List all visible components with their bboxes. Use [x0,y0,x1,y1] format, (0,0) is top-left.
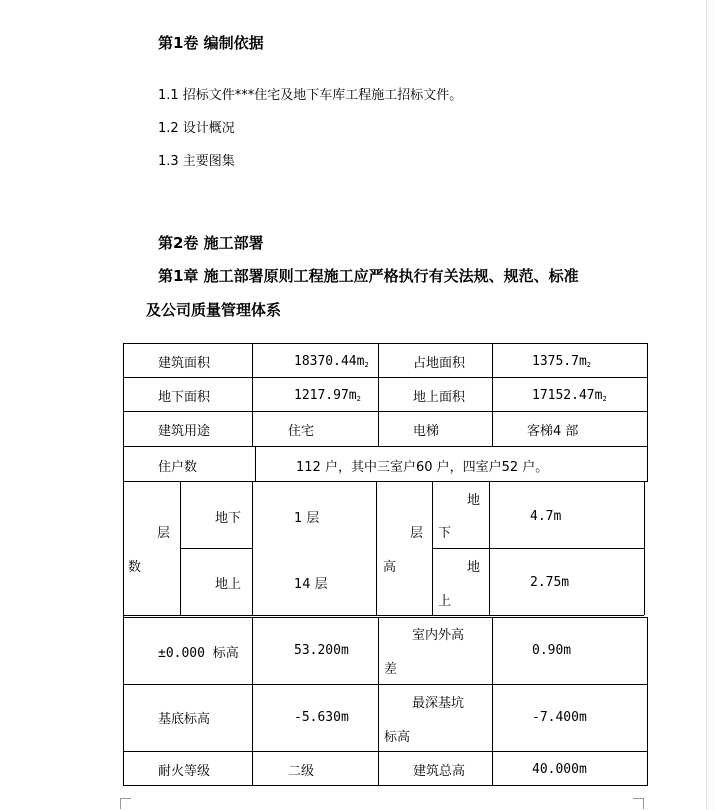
label-deepest-pit-2: 标高 [384,730,411,745]
label-height-underground-xia: 下 [438,526,452,541]
label-total-height: 建筑总高 [413,764,466,779]
table-rule [123,446,648,447]
vertical-scrollbar[interactable] [706,0,715,810]
table-rule [378,343,379,446]
table-rule [123,617,648,618]
label-households: 住户数 [158,460,198,475]
label-deepest-pit-1: 最深基坑 [412,696,465,711]
table-rule [180,548,252,549]
value-aboveground-area: $17152.47m_2$ [532,388,607,403]
volume-1-title: 第1卷 编制依据 [158,34,264,52]
value-total-height: 40.000m [532,762,587,777]
table-rule [123,785,648,786]
table-rule [378,617,379,785]
value-floors-aboveground: 14 层 [294,577,328,592]
value-height-underground: 4.7m [530,509,562,524]
value-households: 112 户，其中三室户60 户，四室户52 户。 [296,460,549,475]
table-rule [376,481,377,615]
table-rule [255,446,256,481]
table-rule [123,411,648,412]
label-building-use: 建筑用途 [158,424,211,439]
label-floors-shu: 数 [128,560,142,575]
table-rule [252,617,253,785]
label-floors-ceng: 层 [157,526,171,541]
label-floors-underground: 地下 [215,511,242,526]
table-rule [123,377,648,378]
table-rule [492,343,493,446]
value-indoor-outdoor-diff: 0.90m [532,643,572,658]
volume-2-title: 第2卷 施工部署 [158,234,264,252]
value-building-use: 住宅 [288,424,315,439]
table-rule [252,343,253,446]
value-elevator: 客梯4 部 [527,424,579,439]
label-height-aboveground-di: 地 [467,560,481,575]
table-rule [647,617,648,785]
label-height-underground-di: 地 [467,493,481,508]
label-fire-rating: 耐火等级 [158,764,211,779]
label-height-ceng: 层 [410,526,424,541]
item-1-3: 1.3 主要图集 [158,154,235,169]
table-rule [492,617,493,785]
table-rule [647,343,648,481]
label-height-gao: 高 [383,560,397,575]
table-rule [432,481,433,615]
value-building-area: $18370.44m_2$ [294,354,369,369]
page-corner-mark [633,798,644,809]
table-rule [123,684,648,685]
value-zero-elevation: 53.200m [294,643,349,658]
label-underground-area: 地下面积 [158,390,211,405]
label-indoor-outdoor-diff-2: 差 [384,662,398,677]
item-1-1: 1.1 招标文件***住宅及地下车库工程施工招标文件。 [158,88,463,103]
table-rule [489,481,490,615]
label-site-area: 占地面积 [413,356,466,371]
table-rule [123,343,648,344]
value-floors-underground: 1 层 [294,511,320,526]
table-rule [123,615,644,616]
value-deepest-pit: -7.400m [532,710,587,725]
value-base-elevation: -5.630m [294,710,349,725]
table-rule [123,481,648,482]
value-fire-rating: 二级 [288,764,315,779]
label-elevator: 电梯 [413,424,440,439]
label-zero-elevation: ±0.000 标高 [158,646,239,661]
table-rule [432,548,644,549]
chapter-1-line-2: 及公司质量管理体系 [146,301,282,319]
table-rule [644,481,645,615]
page-corner-mark [120,798,131,809]
label-height-aboveground-shang: 上 [438,594,452,609]
table-rule [123,343,124,786]
label-base-elevation: 基底标高 [158,712,211,727]
item-1-2: 1.2 设计概况 [158,121,235,136]
value-underground-area: $1217.97m_2$ [294,388,361,403]
table-rule [123,751,648,752]
table-rule [180,481,181,615]
table-rule [252,481,253,615]
label-indoor-outdoor-diff-1: 室内外高 [412,628,465,643]
value-height-aboveground: 2.75m [530,575,570,590]
value-site-area: $1375.7m_2$ [532,354,592,369]
label-floors-aboveground: 地上 [215,577,242,592]
label-building-area: 建筑面积 [158,356,211,371]
label-aboveground-area: 地上面积 [413,390,466,405]
chapter-1-line-1: 第1章 施工部署原则工程施工应严格执行有关法规、规范、标准 [158,267,579,285]
